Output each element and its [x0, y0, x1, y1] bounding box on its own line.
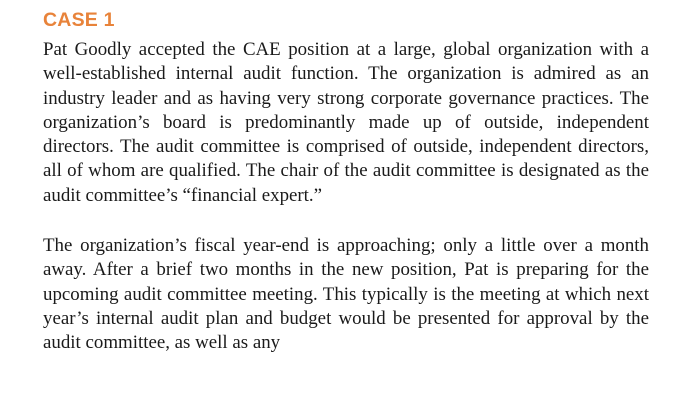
- case-title: CASE 1: [43, 9, 115, 31]
- case-paragraph-2: The organization’s fiscal year-end is approaching; only a little over a month away. After a brief two months in the new position, Pat is preparing for the upcoming audit committee meeting. This typically is the meeting at which next year’s internal audit plan and budget would be presented for approval by the audit committee, as well as any: [43, 235, 649, 354]
- case-paragraph-1: Pat Goodly accepted the CAE position at a large, global organization with a well-established internal audit function. The organization is admired as an industry leader and as having very strong corporate governance practices. The organization’s board is predominantly made up of outside, independent directors. The audit committee is comprised of outside, independent directors, all of whom are qualified. The chair of the audit committee is designated as the audit committee’s “financial expert.”: [43, 39, 649, 206]
